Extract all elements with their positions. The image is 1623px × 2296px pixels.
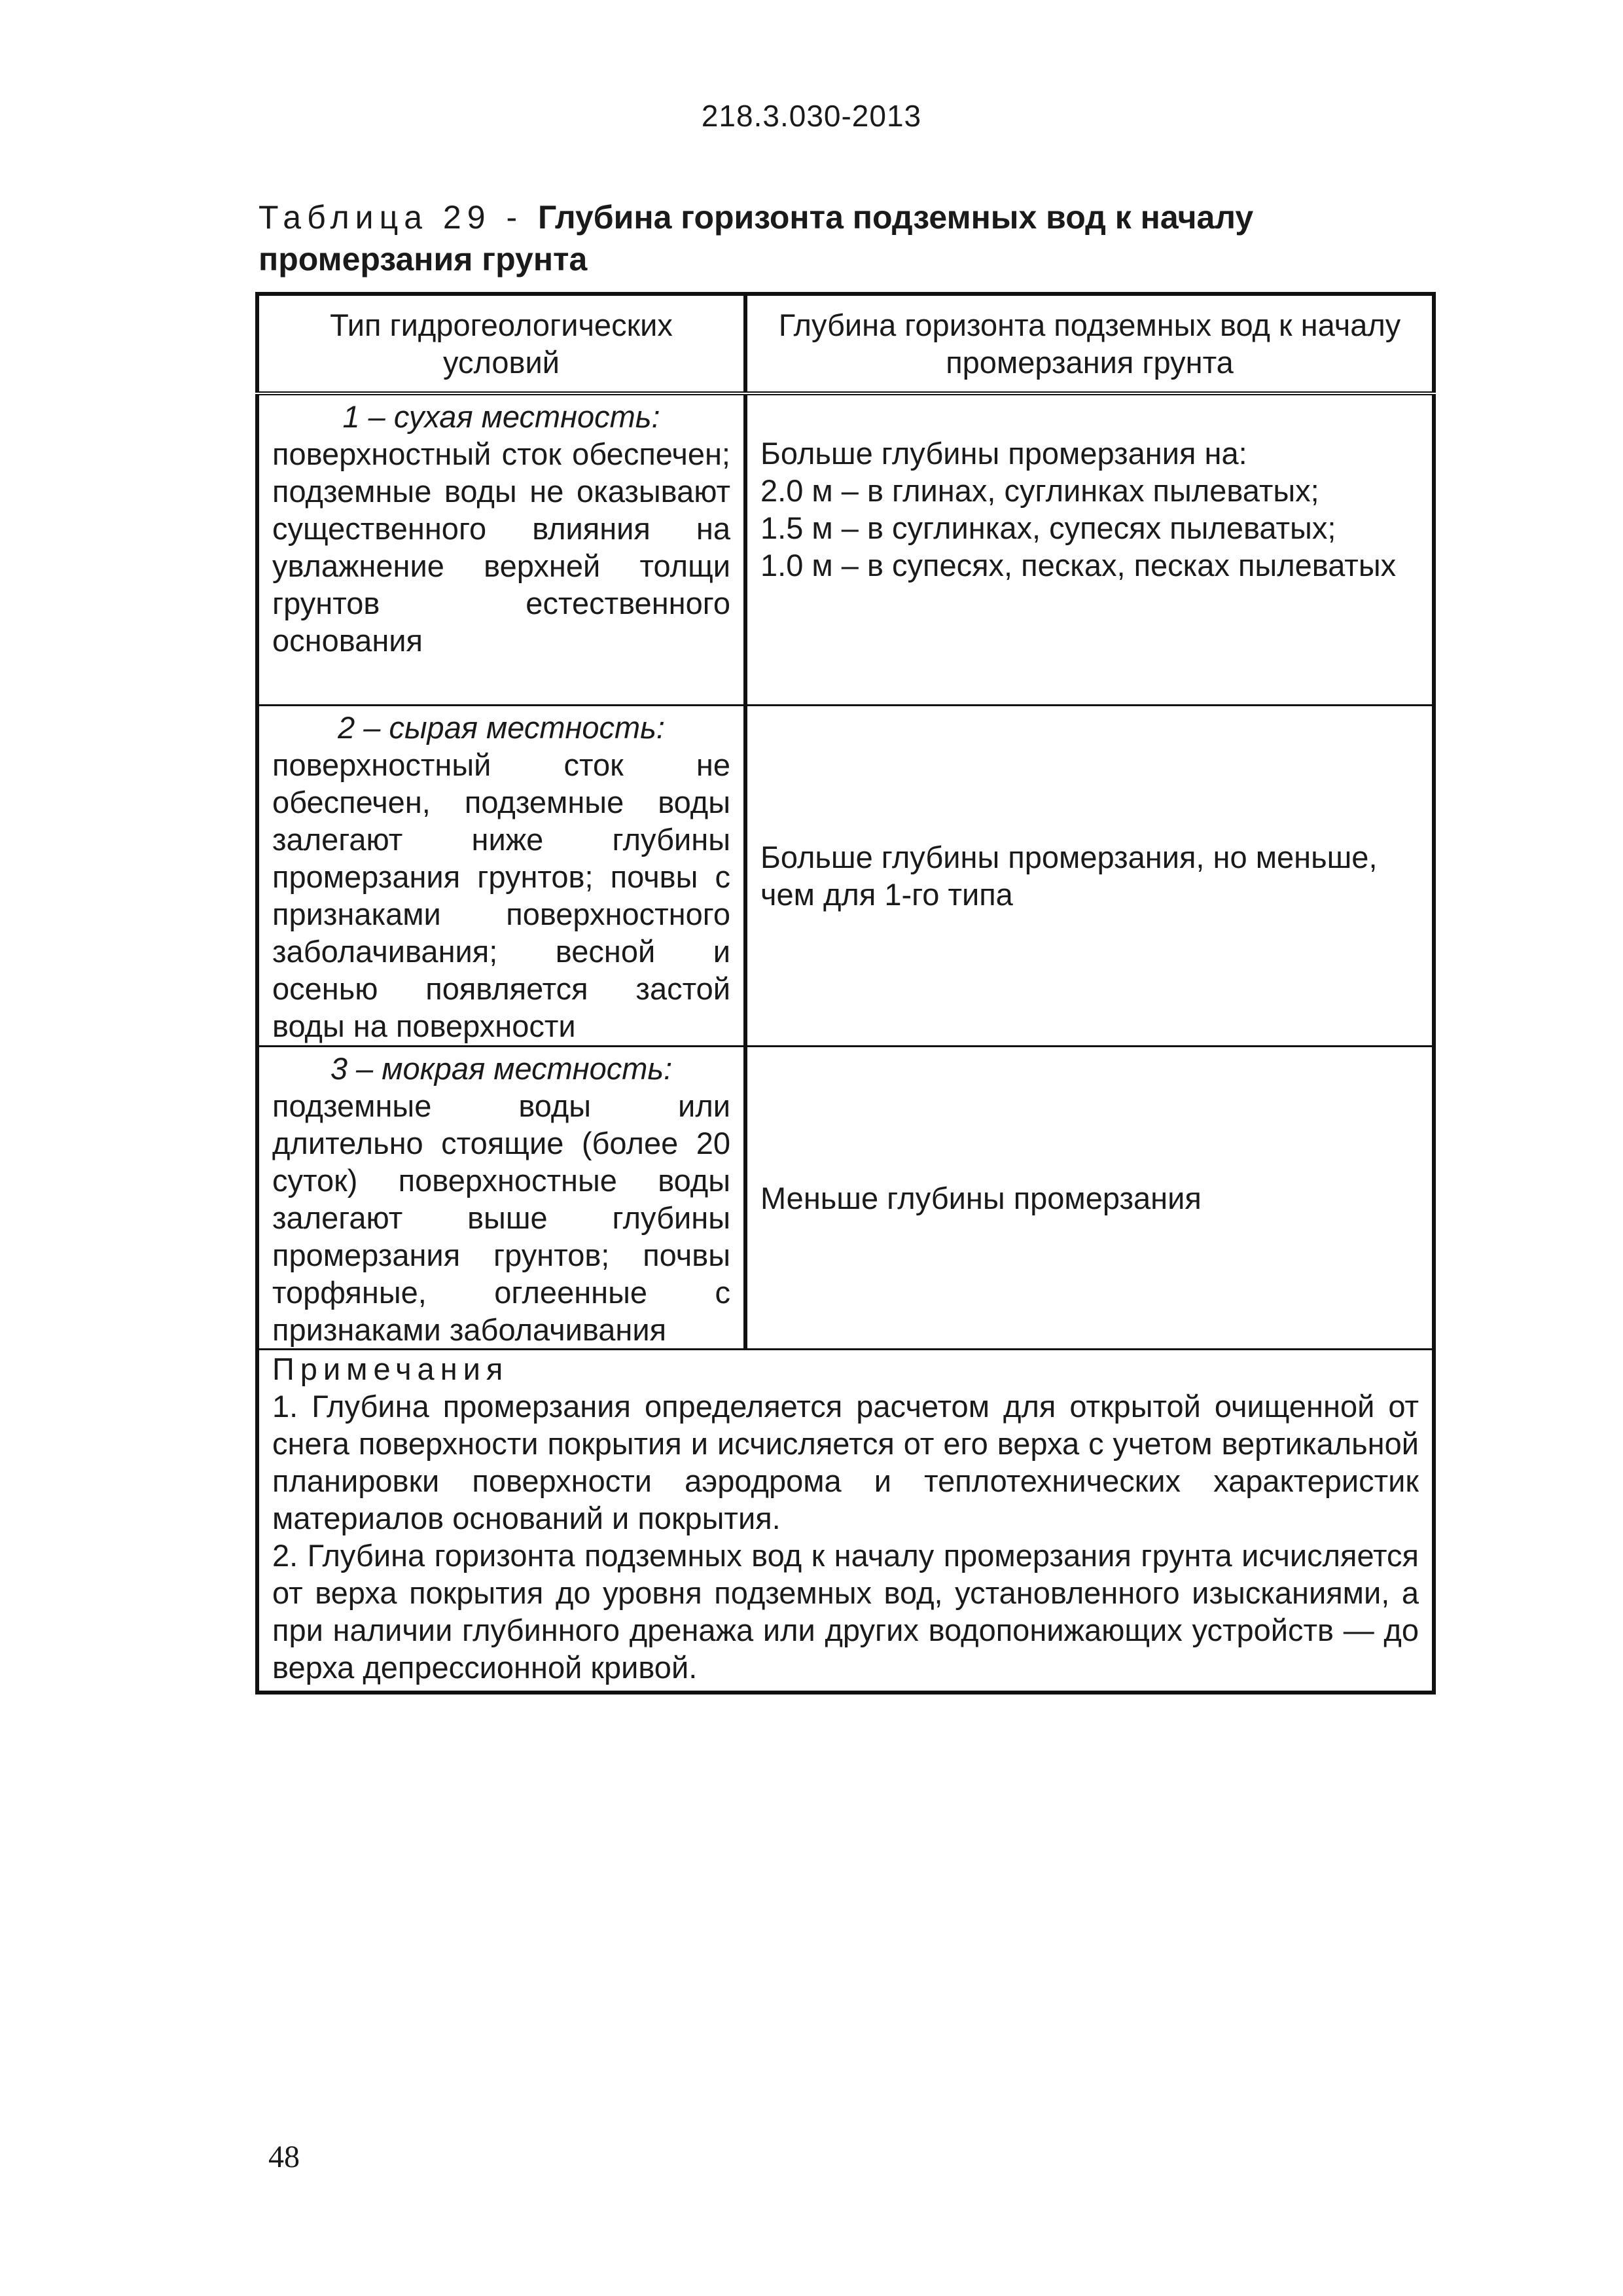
depth-line: 1.0 м – в супесях, песках, песках пылеватых: [760, 548, 1397, 583]
table-caption-prefix: Таблица 29 -: [259, 199, 538, 236]
note-item: 2. Глубина горизонта подземных вод к началу промерзания грунта исчисляется от верха покрытия до уровня подземных вод, установленного изысканиями, а при наличии глубинного дренажа или других водопонижающих устройств — до верха депрессионной кривой.: [272, 1538, 1419, 1685]
table-caption-title: Глубина горизонта подземных вод к началу промерзания грунта: [259, 199, 1254, 278]
depth-cell: [745, 1047, 1434, 1350]
condition-type-title: 2 – сырая местность:: [338, 710, 665, 745]
table-header-row: [257, 294, 1434, 393]
table-caption: [259, 196, 1436, 280]
notes-cell: [257, 1350, 1434, 1693]
condition-type-description: поверхностный сток обеспечен; подземные воды не оказывают существенного влияния на увлажнение верхней толщи грунтов естественного основания: [272, 437, 730, 658]
depth-cell: [745, 393, 1434, 706]
document-code: 218.3.030-2013: [701, 99, 922, 133]
groundwater-depth-table: [255, 292, 1436, 1695]
depth-cell: [745, 706, 1434, 1047]
table-row: [257, 393, 1434, 706]
depth-line: 1.5 м – в суглинках, супесях пылеватых;: [760, 511, 1336, 545]
column-header-depth: Глубина горизонта подземных вод к началу промерзания грунта: [745, 294, 1434, 393]
table-row: [257, 706, 1434, 1047]
condition-cell: [257, 1047, 745, 1350]
table-row: [257, 1047, 1434, 1350]
condition-type-description: подземные воды или длительно стоящие (более 20 суток) поверхностные воды залегают выше глубины промерзания грунтов; почвы торфяные, оглеенные с признаками заболачивания: [272, 1088, 730, 1347]
depth-text: Меньше глубины промерзания: [760, 1180, 1202, 1215]
note-item: 1. Глубина промерзания определяется расчетом для открытой очищенной от снега поверхности покрытия и исчисляется от его верха с учетом вертикальной планировки поверхности аэродрома и теплотехнических характеристик материалов оснований и покрытия.: [272, 1389, 1419, 1535]
condition-type-description: поверхностный сток не обеспечен, подземные воды залегают ниже глубины промерзания грунтов; почвы с признаками поверхностного заболачивания; весной и осенью появляется застой воды на поверхности: [272, 747, 730, 1043]
depth-text: Больше глубины промерзания, но меньше, чем для 1-го типа: [760, 840, 1378, 912]
notes-row: [257, 1350, 1434, 1693]
page-number: 48: [268, 2140, 300, 2174]
condition-type-title: 3 – мокрая местность:: [330, 1051, 673, 1086]
condition-cell: [257, 393, 745, 706]
depth-line: 2.0 м – в глинах, суглинках пылеватых;: [760, 473, 1319, 508]
column-header-conditions: Тип гидрогеологических условий: [257, 294, 745, 393]
condition-cell: [257, 706, 745, 1047]
depth-line: Больше глубины промерзания на:: [760, 436, 1247, 471]
notes-title: Примечания: [272, 1352, 509, 1386]
condition-type-title: 1 – сухая местность:: [342, 399, 660, 434]
